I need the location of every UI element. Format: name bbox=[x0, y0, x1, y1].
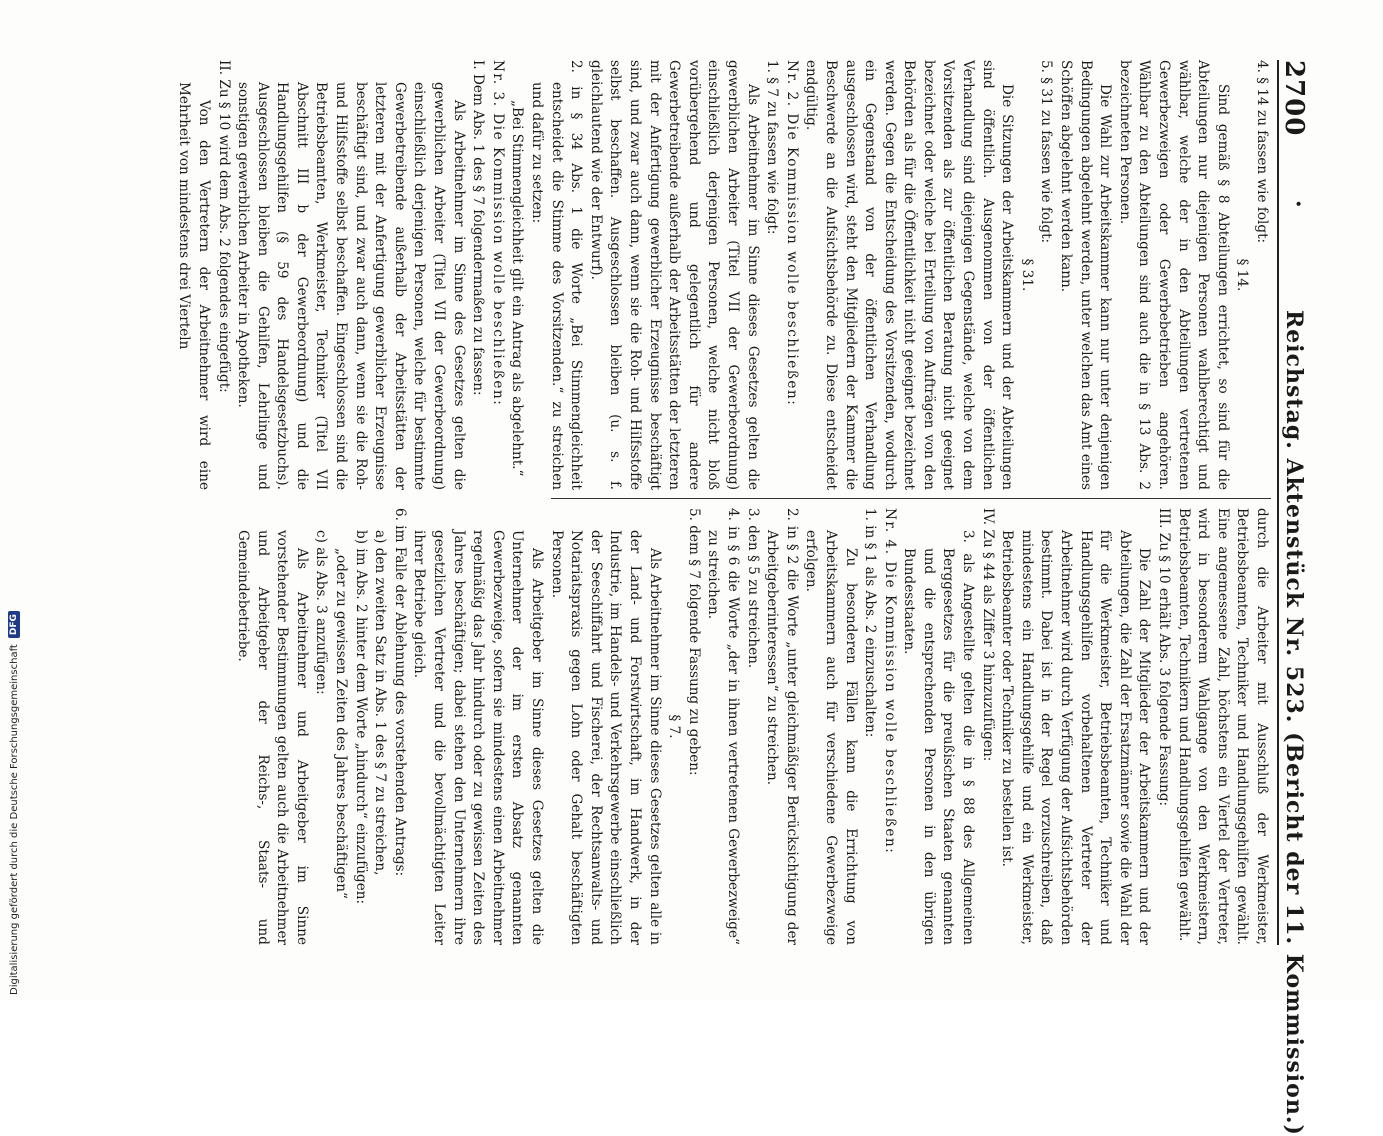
paragraph: c) als Abs. 3 anzufügen: bbox=[313, 530, 330, 695]
paragraph: Nr. 2. Die Kommission wolle beschließen: bbox=[783, 60, 800, 407]
paragraph: a) den zweiten Satz in Abs. 1 des § 7 zu streichen, bbox=[372, 530, 389, 876]
paragraph: Die Wahl zur Arbeitskammer kann nur unter denjenigen Bedingungen abgelehnt werden, unter welchen das Amt eines Schöffen abgelehnt werden kann. bbox=[1058, 60, 1114, 490]
paragraph: 4. § 14 zu fassen wie folgt: bbox=[1254, 60, 1270, 244]
page-number: 2700 bbox=[1279, 60, 1309, 137]
left-column bbox=[174, 60, 1271, 490]
paragraph: Als Arbeitnehmer im Sinne dieses Gesetzes gelten alle in der Land- und Forstwirtschaft, im Handwerk, in der Industrie, im Handels- und Verkehrsgewerbe einschließlich der Seeschiffahrt und Fischerei, der Rechtsanwalts- und Notariatspraxis gegen Lohn oder Gehalt beschäftigten Personen. bbox=[548, 530, 663, 945]
paragraph: Zu besonderen Fällen kann die Errichtung von Arbeitskammern auch für verschiedene Gewerbezweige erfolgen. bbox=[803, 530, 859, 945]
paragraph: I. Dem Abs. 1 des § 7 folgendermaßen zu fassen: bbox=[470, 60, 487, 396]
paragraph: 1. in § 1 als Abs. 2 einzuschalten: bbox=[862, 508, 879, 738]
paragraph: 1. § 7 zu fassen wie folgt: bbox=[764, 60, 781, 235]
paragraph: 2. in § 2 die Worte „unter gleichmäßiger Berücksichtigung der Arbeitgeberinteressen“ zu streichen. bbox=[764, 508, 800, 945]
paragraph: „oder zu gewissen Zeiten des Jahres beschäftigen“ bbox=[333, 548, 350, 899]
paragraph: Von den Vertretern der Arbeitnehmer wird eine Mehrheit von mindestens drei Vierteln bbox=[176, 82, 212, 490]
paragraph: Nr. 4. Die Kommission wolle beschließen: bbox=[881, 508, 898, 855]
right-column bbox=[233, 508, 1271, 945]
paragraph: § 7. bbox=[666, 714, 683, 739]
paragraph: 5. § 31 zu fassen wie folgt: bbox=[1038, 60, 1055, 244]
paragraph: durch die Arbeiter mit Ausschluß der Werkmeister, Betriebsbeamten, Techniker und Handlungsgehilfen gewählt. Eine angemessene Zahl, höchstens ein Viertel der Vertreter, wird in besonderem Wahlgange von den Werkmeistern, Betriebsbeamten, Technikern und Handlungsgehilfen gewählt. bbox=[1175, 508, 1270, 945]
paragraph: „Bei Stimmengleichheit gilt ein Antrag als abgelehnt.“ bbox=[509, 100, 526, 477]
paragraph: II. Zu § 10 wird dem Abs. 2 folgendes eingefügt: bbox=[215, 60, 232, 393]
paragraph: Nr. 3. Die Kommission wolle beschließen: bbox=[489, 60, 506, 407]
paragraph: IV. Zu § 44 als Ziffer 3 hinzuzufügen: bbox=[979, 508, 996, 762]
paragraph: Die Zahl der Mitglieder der Arbeitskammern und der Abteilungen, die Zahl der Ersatzmänner sowie die Wahl der für die Werkmeister, Betriebsbeamten, Techniker und Handlungsgehilfen vorbehaltenen Vertreter der Arbeitnehmer wird durch Verfügung der Aufsichtsbehörden bestimmt. Dabei ist in der Regel vorzuschreiben, daß mindestens ein Handlungsgehilfe und ein Werkmeister, Betriebsbeamter oder Techniker zu bestellen ist. bbox=[999, 530, 1153, 945]
paragraph: 4. in § 6 die Worte „der in ihnen vertretenen Gewerbezweige“ zu streichen. bbox=[705, 508, 741, 945]
paragraph: Als Arbeitnehmer im Sinne des Gesetzes gelten die gewerblichen Arbeiter (Titel VII der Gewerbeordnung) einschließlich derjenigen Personen, welche für bestimmte Gewerbetreibende außerhalb der Arbeitsstätten der letzteren mit der Anfertigung gewerblicher Erzeugnisse beschäftigt sind, und zwar auch dann, wenn sie die Roh- und Hilfsstoffe selbst beschaffen. Eingeschlossen sind die Betriebsbeamten, Werkmeister, Techniker (Titel VII Abschnitt III b der Gewerbeordnung) und die Handlungsgehilfen (§ 59 des Handelsgesetzbuchs). Ausgeschlossen bleiben die Gehilfen, Lehrlinge und sonstigen gewerblichen Arbeiter in Apotheken. bbox=[235, 82, 467, 490]
paragraph: III. Zu § 10 erhält Abs. 3 folgende Fassung: bbox=[1156, 508, 1173, 807]
paragraph: § 31. bbox=[1018, 258, 1035, 292]
paragraph: 6. im Falle der Ablehnung des vorstehenden Antrags: bbox=[391, 508, 408, 877]
paragraph: 5. dem § 7 folgende Fassung zu geben: bbox=[685, 508, 702, 776]
column-divider bbox=[551, 498, 1271, 499]
paragraph: Als Arbeitgeber im Sinne dieses Gesetzes gelten die Unternehmer der im ersten Absatz genannten Gewerbezweige, sofern sie mindestens einen Arbeitnehmer regelmäßig das Jahr hindurch oder zu gewissen Zeiten des Jahres beschäftigen; dabei stehen den Unternehmern ihre gesetzlichen Vertreter und die bevollmächtigten Leiter ihrer Betriebe gleich. bbox=[411, 530, 546, 945]
header-title: Reichstag. Aktenstück Nr. 523. (Bericht der 11. Kommission.) bbox=[1281, 310, 1307, 1136]
digitization-credit-text: Digitalisierung gefördert durch die Deutsche Forschungsgemeinschaft bbox=[8, 644, 20, 995]
paragraph: § 14. bbox=[1234, 258, 1251, 292]
paragraph: b) im Abs. 2 hinter dem Worte „hindurch“ einzufügen: bbox=[352, 530, 369, 905]
digitization-credit bbox=[8, 611, 20, 995]
paragraph: 3. den § 5 zu streichen. bbox=[744, 508, 761, 669]
page-header bbox=[1277, 60, 1313, 1136]
paragraph: 2. in § 34 Abs. 1 die Worte „Bei Stimmengleichheit entscheidet die Stimme des Vorsitzenden.“ zu streichen und dafür zu setzen: bbox=[529, 60, 585, 490]
paragraph: 3. als Angestellte gelten die in § 88 des Allgemeinen Berggesetzes für die preußischen Staaten genannten und die entsprechenden Personen in den übrigen Bundesstaaten. bbox=[901, 530, 977, 945]
paragraph: Die Sitzungen der Arbeitskammern und der Abteilungen sind öffentlich. Ausgenommen von der öffentlichen Verhandlung sind diejenigen Gegenstände, welche von dem Vorsitzenden als zur öffentlichen Beratung nicht geeignet bezeichnet oder welche bei Erteilung von Aufträgen von den Behörden als für die Öffentlichkeit nicht geeignet bezeichnet werden. Gegen die Entscheidung des Vorsitzenden, wodurch ein Gegenstand von der öffentlichen Verhandlung ausgeschlossen wird, steht den Mitgliedern der Kammer die Beschwerde an die Aufsichtsbehörde zu. Diese entscheidet endgültig. bbox=[803, 60, 1016, 490]
header-dot: · bbox=[1285, 200, 1311, 208]
paragraph: Als Arbeitnehmer im Sinne dieses Gesetzes gelten die gewerblichen Arbeiter (Titel VII der Gewerbeordnung) einschließlich derjenigen Personen, welche nicht bloß vorübergehend und gelegentlich für andere Gewerbetreibende außerhalb der Arbeitsstätten der letzteren mit der Anfertigung gewerblicher Erzeugnisse beschäftigt sind, und zwar auch dann, wenn sie die Roh- und Hilfsstoffe selbst beschaffen. Ausgeschlossen bleiben (u. s. f. gleichlautend wie der Entwurf). bbox=[587, 60, 761, 490]
dfg-logo: DFG bbox=[8, 611, 20, 638]
paragraph: Sind gemäß § 8 Abteilungen errichtet, so sind für die Abteilungen nur diejenigen Personen wahlberechtigt und wählbar, welche der in den Abteilungen vertretenen Gewerbezweigen oder Gewerbebetrieben angehören. Wählbar zu den Abteilungen sind auch die in § 13 Abs. 2 bezeichneten Personen. bbox=[1116, 60, 1231, 490]
paragraph: Als Arbeitnehmer und Arbeitgeber im Sinne vorstehender Bestimmungen gelten auch die Arbeitnehmer und Arbeitgeber der Reichs-, Staats- und Gemeindebetriebe. bbox=[235, 530, 310, 945]
